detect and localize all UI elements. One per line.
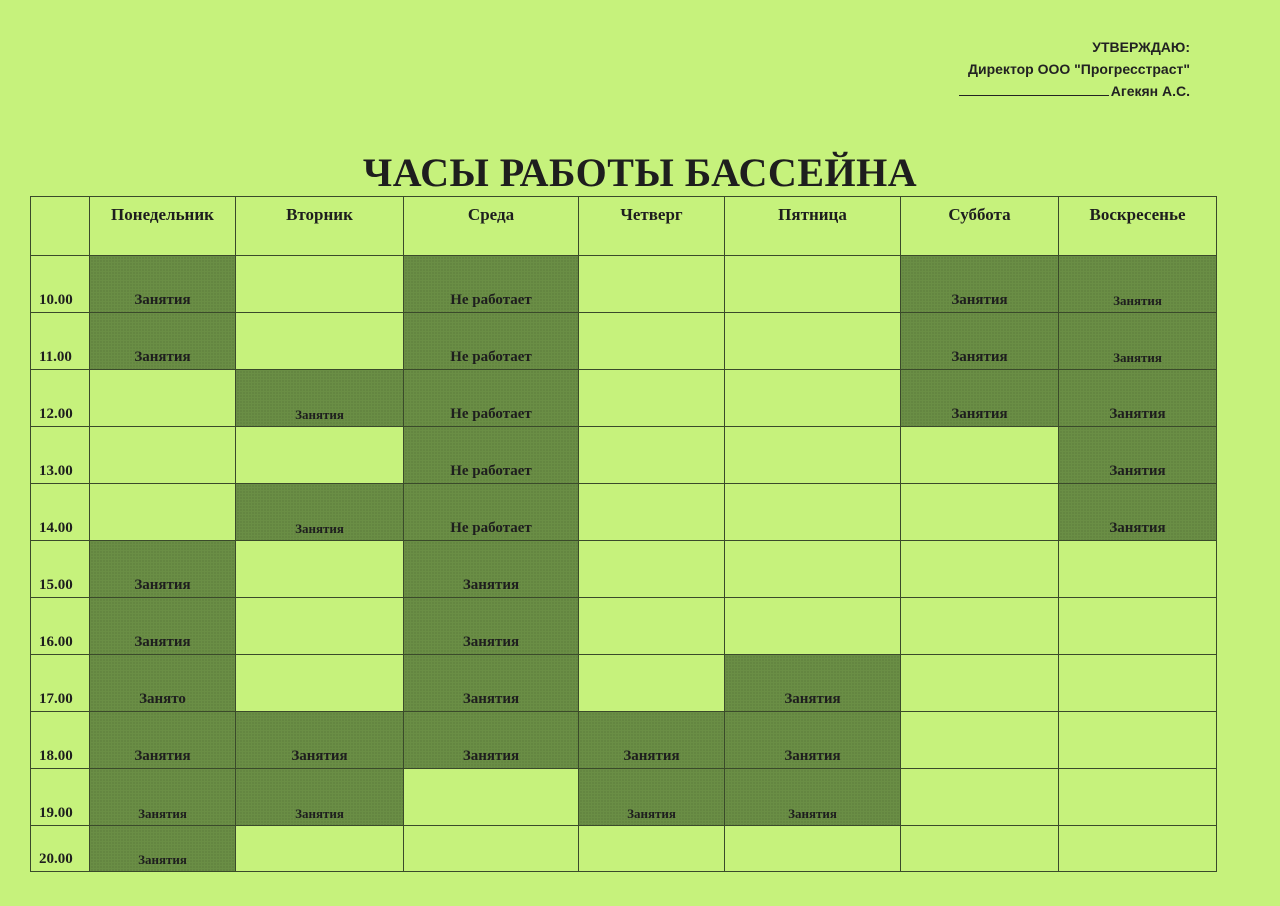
schedule-cell-free xyxy=(579,484,725,541)
schedule-cell-free xyxy=(579,427,725,484)
time-label: 19.00 xyxy=(31,769,90,826)
header-day: Пятница xyxy=(725,197,901,256)
schedule-cell-busy: Занятия xyxy=(90,712,236,769)
schedule-cell-busy: Занятия xyxy=(236,370,404,427)
schedule-cell-free xyxy=(236,598,404,655)
header-row xyxy=(31,197,1217,256)
approval-position: Директор ООО "Прогресстраст" xyxy=(968,61,1190,77)
schedule-cell-free xyxy=(725,826,901,872)
schedule-cell-busy: Занятия xyxy=(90,541,236,598)
schedule-cell-busy: Занятия xyxy=(90,826,236,872)
page-title: ЧАСЫ РАБОТЫ БАССЕЙНА xyxy=(362,150,918,195)
schedule-cell-free xyxy=(1059,712,1217,769)
schedule-cell-free xyxy=(579,826,725,872)
schedule-cell-free xyxy=(236,655,404,712)
time-label: 18.00 xyxy=(31,712,90,769)
schedule-cell-busy: Занятия xyxy=(1059,256,1217,313)
table-row xyxy=(31,427,1217,484)
time-label: 17.00 xyxy=(31,655,90,712)
schedule-cell-busy: Занятия xyxy=(90,256,236,313)
schedule-cell-free xyxy=(725,484,901,541)
schedule-cell-free xyxy=(901,712,1059,769)
schedule-cell-free xyxy=(90,484,236,541)
schedule-cell-free xyxy=(725,313,901,370)
schedule-cell-busy: Не работает xyxy=(404,484,579,541)
time-label: 11.00 xyxy=(31,313,90,370)
time-label: 15.00 xyxy=(31,541,90,598)
schedule-cell-busy: Не работает xyxy=(404,313,579,370)
table-row xyxy=(31,598,1217,655)
schedule-cell-free xyxy=(90,427,236,484)
schedule-cell-free xyxy=(579,598,725,655)
schedule-cell-busy: Не работает xyxy=(404,427,579,484)
schedule-cell-free xyxy=(901,598,1059,655)
schedule-cell-free xyxy=(579,655,725,712)
schedule-cell-busy: Занятия xyxy=(236,712,404,769)
time-label: 14.00 xyxy=(31,484,90,541)
schedule-cell-free xyxy=(725,541,901,598)
header-day: Понедельник xyxy=(90,197,236,256)
schedule-cell-busy: Занятия xyxy=(404,598,579,655)
signature-line xyxy=(959,81,1109,96)
schedule-cell-busy: Занятия xyxy=(579,712,725,769)
schedule-cell-busy: Не работает xyxy=(404,370,579,427)
header-day: Среда xyxy=(404,197,579,256)
schedule-cell-busy: Занятия xyxy=(901,313,1059,370)
approval-stamp xyxy=(959,36,1190,102)
schedule-cell-free xyxy=(90,370,236,427)
table-row xyxy=(31,256,1217,313)
schedule-cell-free xyxy=(579,256,725,313)
approval-name: Агекян А.С. xyxy=(1110,83,1190,99)
schedule-cell-busy: Занятия xyxy=(579,769,725,826)
table-row xyxy=(31,655,1217,712)
table-row xyxy=(31,370,1217,427)
schedule-cell-busy: Занятия xyxy=(404,655,579,712)
time-label: 16.00 xyxy=(31,598,90,655)
schedule-cell-free xyxy=(579,541,725,598)
schedule-cell-free xyxy=(404,769,579,826)
schedule-cell-free xyxy=(1059,655,1217,712)
schedule-cell-free xyxy=(901,427,1059,484)
schedule-table xyxy=(30,196,1217,872)
schedule-cell-free xyxy=(236,313,404,370)
time-label: 13.00 xyxy=(31,427,90,484)
table-row xyxy=(31,541,1217,598)
schedule-cell-free xyxy=(901,655,1059,712)
schedule-cell-busy: Занято xyxy=(90,655,236,712)
schedule-cell-busy: Занятия xyxy=(901,370,1059,427)
schedule-cell-busy: Занятия xyxy=(725,655,901,712)
schedule-cell-free xyxy=(901,484,1059,541)
time-label: 12.00 xyxy=(31,370,90,427)
schedule-cell-busy: Занятия xyxy=(236,769,404,826)
schedule-cell-free xyxy=(1059,541,1217,598)
schedule-cell-free xyxy=(236,256,404,313)
schedule-cell-free xyxy=(1059,769,1217,826)
schedule-cell-free xyxy=(901,769,1059,826)
schedule-cell-free xyxy=(725,256,901,313)
schedule-cell-free xyxy=(236,427,404,484)
schedule-cell-busy: Занятия xyxy=(90,598,236,655)
schedule-cell-busy: Не работает xyxy=(404,256,579,313)
schedule-cell-free xyxy=(404,826,579,872)
header-day: Четверг xyxy=(579,197,725,256)
schedule-cell-free xyxy=(1059,826,1217,872)
schedule-cell-free xyxy=(901,826,1059,872)
schedule-cell-free xyxy=(1059,598,1217,655)
schedule-cell-free xyxy=(725,427,901,484)
schedule-cell-busy: Занятия xyxy=(404,541,579,598)
approval-heading: УТВЕРЖДАЮ: xyxy=(1092,39,1190,55)
schedule-cell-free xyxy=(725,598,901,655)
time-label: 20.00 xyxy=(31,826,90,872)
schedule-body xyxy=(31,256,1217,872)
table-row xyxy=(31,826,1217,872)
header-day: Суббота xyxy=(901,197,1059,256)
schedule-cell-free xyxy=(725,370,901,427)
schedule-cell-busy: Занятия xyxy=(725,769,901,826)
table-row xyxy=(31,712,1217,769)
header-day: Воскресенье xyxy=(1059,197,1217,256)
schedule-cell-busy: Занятия xyxy=(1059,313,1217,370)
header-corner xyxy=(31,197,90,256)
header-day: Вторник xyxy=(236,197,404,256)
table-row xyxy=(31,313,1217,370)
time-label: 10.00 xyxy=(31,256,90,313)
table-row xyxy=(31,769,1217,826)
schedule-cell-busy: Занятия xyxy=(1059,484,1217,541)
approval-signature xyxy=(959,80,1190,102)
schedule-cell-busy: Занятия xyxy=(90,313,236,370)
schedule-cell-free xyxy=(236,826,404,872)
schedule-cell-busy: Занятия xyxy=(901,256,1059,313)
schedule-cell-busy: Занятия xyxy=(1059,427,1217,484)
schedule-cell-free xyxy=(236,541,404,598)
schedule-cell-busy: Занятия xyxy=(1059,370,1217,427)
schedule-cell-busy: Занятия xyxy=(404,712,579,769)
schedule-cell-busy: Занятия xyxy=(90,769,236,826)
schedule-cell-busy: Занятия xyxy=(725,712,901,769)
schedule-cell-free xyxy=(579,313,725,370)
schedule-cell-free xyxy=(901,541,1059,598)
schedule-cell-busy: Занятия xyxy=(236,484,404,541)
table-row xyxy=(31,484,1217,541)
schedule-cell-free xyxy=(579,370,725,427)
